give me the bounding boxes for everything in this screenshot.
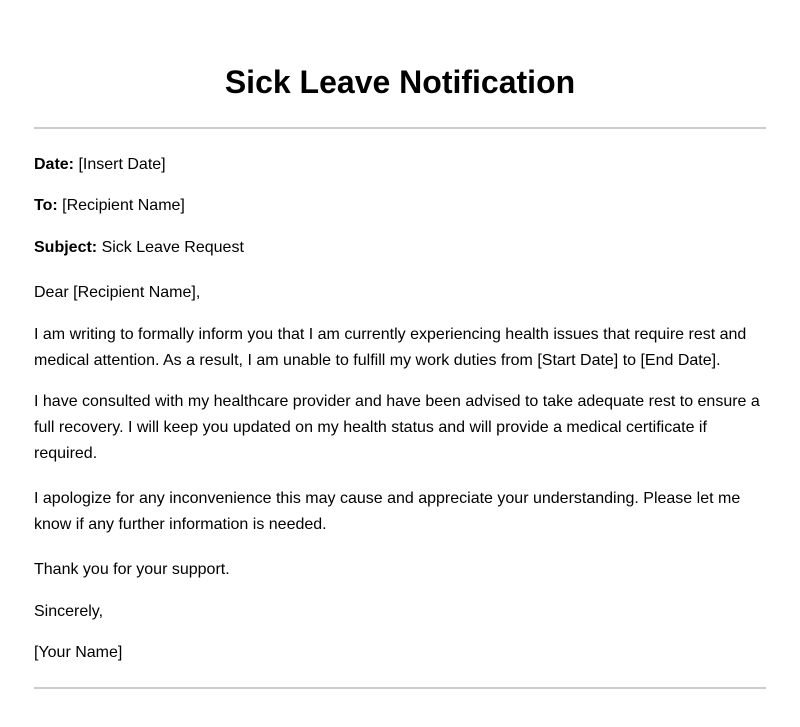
bottom-divider <box>34 687 766 689</box>
letter-content <box>34 152 766 666</box>
thank-you-line: Thank you for your support. <box>34 561 230 578</box>
document-title: Sick Leave Notification <box>224 64 576 100</box>
recipient-value: [Recipient Name] <box>62 197 185 214</box>
date-field <box>34 152 766 178</box>
recipient-label: To: <box>34 197 58 214</box>
body-paragraph-1: I am writing to formally inform you that I am currently experiencing health issues that require rest and medical attention. As a result, I am unable to fulfill my work duties from [Start Date] to [End Date]. <box>34 326 747 369</box>
subject-label: Subject: <box>34 239 98 256</box>
date-label: Date: <box>34 156 75 173</box>
subject-field <box>34 235 766 261</box>
recipient-field <box>34 193 766 219</box>
signature: [Your Name] <box>34 644 123 661</box>
closing-line: Sincerely, <box>34 603 104 620</box>
date-value: [Insert Date] <box>78 156 166 173</box>
top-divider <box>34 127 766 129</box>
letter-page <box>34 0 766 689</box>
greeting: Dear [Recipient Name], <box>34 284 201 301</box>
subject-value: Sick Leave Request <box>101 239 244 256</box>
body-paragraph-2: I have consulted with my healthcare provider and have been advised to take adequate rest to ensure a full recovery. I will keep you updated on my health status and will provide a medical certificate if required. <box>34 393 760 462</box>
body-paragraph-3: I apologize for any inconvenience this may cause and appreciate your understanding. Please let me know if any further information is needed. <box>34 490 741 533</box>
